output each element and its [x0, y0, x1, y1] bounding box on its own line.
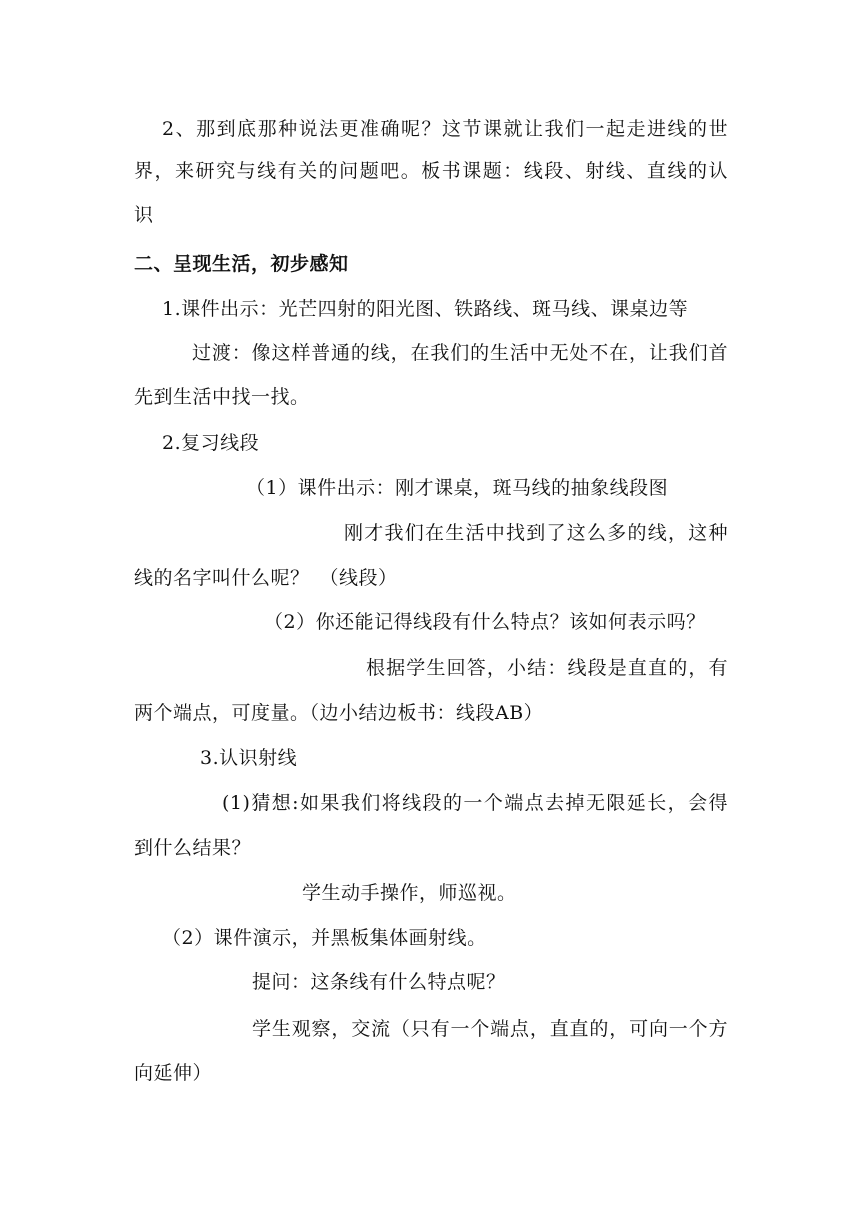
paragraph-line: 向延伸） [134, 1062, 213, 1084]
paragraph-line: 提问：这条线有什么特点呢？ [252, 971, 506, 993]
paragraph-line: 界，来研究与线有关的问题吧。板书课题：线段、射线、直线的认 [134, 160, 728, 182]
paragraph-line: （1）课件出示：刚才课桌，斑马线的抽象线段图 [246, 477, 669, 499]
section-heading: 二、呈现生活，初步感知 [134, 253, 349, 275]
paragraph-line: 2、那到底那种说法更准确呢？这节课就让我们一起走进线的世 [162, 118, 728, 140]
paragraph-line: 两个端点，可度量。（边小结边板书：线段AB） [134, 702, 544, 724]
paragraph-line: （2）你还能记得线段有什么特点？该如何表示吗？ [264, 611, 706, 633]
paragraph-line: 过渡：像这样普通的线，在我们的生活中无处不在，让我们首 [192, 342, 728, 364]
paragraph-line: 先到生活中找一找。 [134, 386, 310, 408]
paragraph-line: 学生动手操作，师巡视。 [302, 882, 517, 904]
paragraph-line: 刚才我们在生活中找到了这么多的线，这种 [344, 522, 728, 544]
paragraph-line: 根据学生回答，小结：线段是直直的，有 [366, 657, 728, 679]
paragraph-line: 学生观察，交流（只有一个端点，直直的，可向一个方 [252, 1018, 728, 1040]
paragraph-line: 线的名字叫什么呢？ （线段） [134, 567, 398, 589]
paragraph-line: 到什么结果？ [134, 837, 252, 859]
paragraph-line: （2）课件演示，并黑板集体画射线。 [162, 927, 487, 949]
paragraph-line: 2.复习线段 [162, 432, 260, 454]
paragraph-line: 识 [134, 204, 154, 226]
paragraph-line: 1.课件出示：光芒四射的阳光图、铁路线、斑马线、课桌边等 [162, 298, 689, 320]
paragraph-line: 3.认识射线 [200, 747, 298, 769]
paragraph-line: (1)猜想:如果我们将线段的一个端点去掉无限延长，会得 [222, 792, 728, 814]
